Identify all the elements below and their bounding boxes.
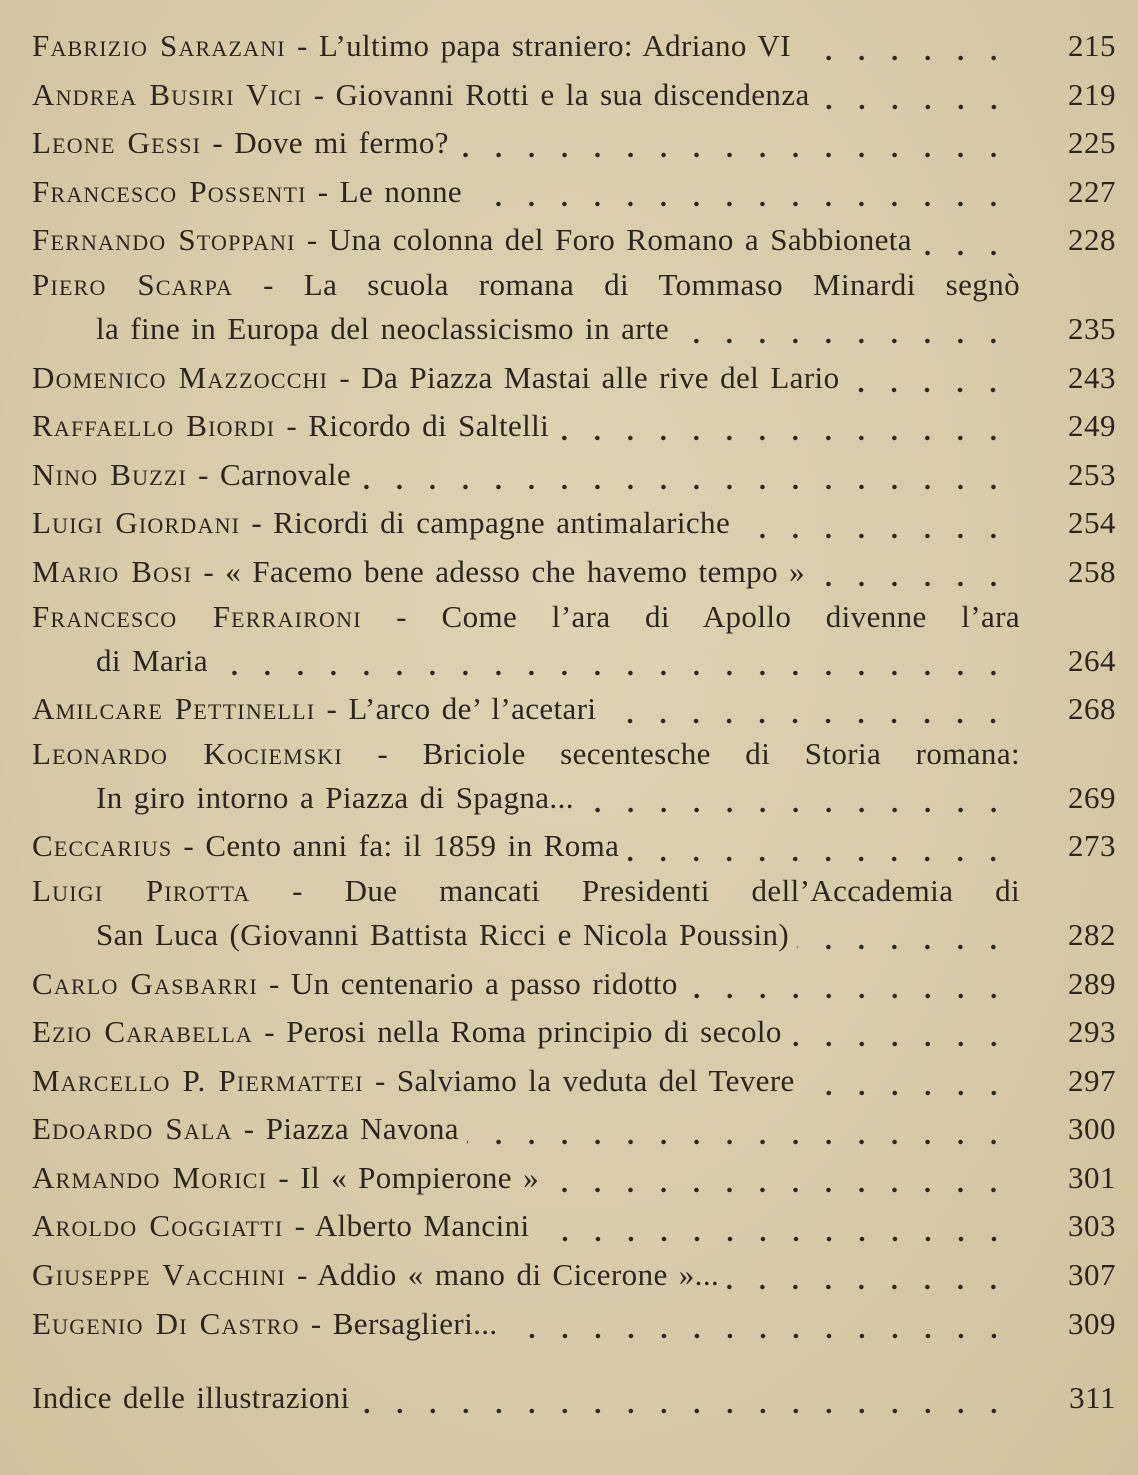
entry-title: Giovanni Rotti e la sua discendenza bbox=[335, 76, 810, 112]
entry-page-number: 254 bbox=[1068, 505, 1116, 541]
entry-title: Piazza Navona bbox=[265, 1111, 459, 1147]
toc-entry-line bbox=[32, 216, 1116, 265]
entry-separator: - bbox=[172, 828, 206, 864]
entry-author: Francesco Possenti bbox=[32, 173, 307, 209]
dot-leader bbox=[547, 1185, 1010, 1195]
entry-page-number: 307 bbox=[1068, 1257, 1116, 1293]
entry-title-continued: San Luca (Giovanni Battista Ricci e Nicola Poussin) bbox=[96, 916, 790, 952]
toc-entry bbox=[32, 548, 1116, 597]
toc-entry-text bbox=[32, 734, 1020, 774]
toc-entry-text bbox=[32, 871, 1020, 911]
dot-leader bbox=[813, 579, 1010, 589]
toc-entry-line bbox=[32, 822, 1116, 871]
entry-author: Amilcare Pettinelli bbox=[32, 691, 316, 727]
toc-entry bbox=[32, 960, 1116, 1009]
toc-entry bbox=[32, 354, 1116, 403]
entry-page-number: 235 bbox=[1068, 310, 1116, 346]
toc-entry-line bbox=[32, 451, 1116, 500]
entry-separator: - bbox=[295, 222, 329, 258]
toc-entry-line bbox=[32, 1374, 1116, 1423]
dot-leader bbox=[467, 1137, 1010, 1147]
toc-entry-text bbox=[32, 168, 462, 217]
dot-leader bbox=[359, 482, 1010, 492]
toc-entry-line bbox=[32, 499, 1116, 548]
entry-separator: - bbox=[187, 456, 221, 492]
entry-separator: - bbox=[233, 266, 304, 302]
toc-entry-line bbox=[32, 1202, 1116, 1251]
entry-separator: - bbox=[302, 76, 336, 112]
entry-author: Fernando Stoppani bbox=[32, 222, 296, 258]
dot-leader bbox=[790, 1039, 1010, 1049]
dot-leader bbox=[803, 1088, 1010, 1098]
entry-author: Mario Bosi bbox=[32, 553, 193, 589]
dot-leader bbox=[818, 102, 1010, 112]
entry-author: Luigi Pirotta bbox=[32, 872, 251, 908]
entry-author: Fabrizio Sarazani bbox=[32, 28, 286, 63]
toc-entry bbox=[32, 871, 1116, 960]
dot-leader bbox=[216, 668, 1010, 678]
dot-leader bbox=[470, 199, 1010, 209]
toc-entry bbox=[32, 1057, 1116, 1106]
toc-entry bbox=[32, 402, 1116, 451]
toc-entry-line bbox=[32, 871, 1116, 911]
entry-title: Due mancati Presidenti dell’Accademia di bbox=[344, 872, 1020, 908]
entry-separator: - bbox=[275, 408, 309, 444]
entry-separator: - bbox=[315, 691, 349, 727]
dot-leader bbox=[604, 716, 1010, 726]
toc-entry bbox=[32, 1154, 1116, 1203]
toc-entry-text bbox=[32, 1057, 795, 1106]
toc-entry bbox=[32, 1008, 1116, 1057]
toc-entry-line-continued bbox=[32, 637, 1116, 686]
entry-page-number: 282 bbox=[1068, 916, 1116, 952]
toc-entry-text bbox=[32, 499, 730, 548]
dot-leader bbox=[799, 53, 1010, 63]
entry-separator: - bbox=[285, 28, 319, 63]
entry-title-continued: la fine in Europa del neoclassicismo in arte bbox=[96, 310, 670, 346]
entry-author: Luigi Giordani bbox=[32, 505, 241, 541]
entry-page-number: 273 bbox=[1068, 828, 1116, 864]
toc-entry bbox=[32, 734, 1116, 823]
entry-title: Una colonna del Foro Romano a Sabbioneta bbox=[328, 222, 912, 258]
entry-page-number: 269 bbox=[1068, 779, 1116, 815]
entry-separator: - bbox=[201, 125, 235, 161]
entry-title: Carnovale bbox=[220, 456, 352, 492]
toc-entry-line bbox=[32, 354, 1116, 403]
entry-author: Giuseppe Vacchini bbox=[32, 1257, 286, 1293]
entry-author: Nino Buzzi bbox=[32, 456, 188, 492]
toc-entry-line bbox=[32, 1300, 1116, 1349]
entry-separator: - bbox=[192, 553, 226, 589]
entry-page-number: 300 bbox=[1068, 1111, 1116, 1147]
entry-page-number: 225 bbox=[1068, 125, 1116, 161]
entry-separator: - bbox=[283, 1208, 315, 1244]
toc-entry bbox=[32, 216, 1116, 265]
toc-entry-line bbox=[32, 548, 1116, 597]
toc-entry bbox=[32, 499, 1116, 548]
entry-title: Ricordi di campagne antimalariche bbox=[273, 505, 731, 541]
entry-page-number: 228 bbox=[1068, 222, 1116, 258]
dot-leader bbox=[797, 942, 1010, 952]
entry-title: Da Piazza Mastai alle rive del Lario bbox=[361, 359, 840, 395]
entry-separator: - bbox=[306, 173, 340, 209]
dot-leader bbox=[538, 1234, 1010, 1244]
index-title: Indice delle illustrazioni bbox=[32, 1380, 350, 1416]
entry-title: Il « Pompierone » bbox=[300, 1159, 540, 1195]
entry-title: Come l’ara di Apollo divenne l’ara bbox=[441, 598, 1020, 634]
toc-entry-line bbox=[32, 265, 1116, 305]
dot-leader bbox=[457, 150, 1010, 160]
toc-entry-text bbox=[32, 71, 810, 120]
entry-title: Perosi nella Roma principio di secolo bbox=[286, 1014, 782, 1050]
entry-author: Edoardo Sala bbox=[32, 1111, 233, 1147]
entry-page-number: 249 bbox=[1068, 408, 1116, 444]
toc-entry bbox=[32, 685, 1116, 734]
toc-entry bbox=[32, 451, 1116, 500]
toc-entry-line-continued bbox=[32, 911, 1116, 960]
entry-author: Eugenio Di Castro bbox=[32, 1305, 300, 1341]
entry-page-number: 215 bbox=[1068, 28, 1116, 63]
entry-separator: - bbox=[328, 359, 362, 395]
entry-title: Alberto Mancini bbox=[314, 1208, 530, 1244]
toc-entry-text bbox=[32, 1154, 539, 1203]
toc-entry-line bbox=[32, 734, 1116, 774]
dot-leader bbox=[557, 433, 1010, 443]
toc-entry-text bbox=[32, 265, 1020, 305]
entry-separator: - bbox=[299, 1305, 333, 1341]
entry-title: Le nonne bbox=[339, 173, 463, 209]
toc-entry-text bbox=[32, 451, 351, 500]
entry-separator: - bbox=[257, 965, 291, 1001]
entry-title: Briciole secentesche di Storia romana: bbox=[422, 735, 1020, 771]
entry-title: L’ultimo papa straniero: Adriano VI bbox=[318, 28, 791, 63]
toc-entry-line bbox=[32, 168, 1116, 217]
dot-leader bbox=[358, 1406, 1010, 1416]
entry-title: L’arco de’ l’acetari bbox=[348, 691, 597, 727]
toc-entry-text bbox=[32, 402, 549, 451]
entry-author: Ezio Carabella bbox=[32, 1014, 254, 1050]
toc-entry bbox=[32, 1202, 1116, 1251]
toc-entry bbox=[32, 822, 1116, 871]
entry-title: Salviamo la veduta del Tevere bbox=[396, 1062, 795, 1098]
entry-separator: - bbox=[361, 598, 442, 634]
entry-page-number: 253 bbox=[1068, 456, 1116, 492]
toc-entry-line bbox=[32, 1105, 1116, 1154]
toc-entry bbox=[32, 1300, 1116, 1349]
toc-entry-line bbox=[32, 71, 1116, 120]
toc-entry bbox=[32, 597, 1116, 686]
dot-leader bbox=[727, 1282, 1010, 1292]
dot-leader bbox=[686, 991, 1010, 1001]
entry-author: Marcello P. Piermattei bbox=[32, 1062, 364, 1098]
toc-entry-index bbox=[32, 1374, 1116, 1423]
entry-page-number: 264 bbox=[1068, 642, 1116, 678]
entry-author: Domenico Mazzocchi bbox=[32, 359, 329, 395]
entry-author: Leone Gessi bbox=[32, 125, 202, 161]
toc-entry-line bbox=[32, 1008, 1116, 1057]
toc-entry-text bbox=[32, 960, 678, 1009]
entry-page-number: 293 bbox=[1068, 1014, 1116, 1050]
entry-title: Dove mi fermo? bbox=[234, 125, 449, 161]
entry-page-number: 297 bbox=[1068, 1062, 1116, 1098]
entry-author: Aroldo Coggiatti bbox=[32, 1208, 284, 1244]
toc-entry-line-continued bbox=[32, 774, 1116, 823]
entry-title: Addio « mano di Cicerone »... bbox=[317, 1257, 720, 1293]
entry-separator: - bbox=[250, 872, 345, 908]
dot-leader bbox=[920, 248, 1010, 258]
entry-title: Bersaglieri... bbox=[332, 1305, 498, 1341]
toc-entry-line bbox=[32, 22, 1116, 71]
entry-page-number: 258 bbox=[1068, 553, 1116, 589]
entry-page-number: 289 bbox=[1068, 965, 1116, 1001]
toc-entry-text bbox=[32, 1202, 530, 1251]
toc-entry-text bbox=[32, 548, 805, 597]
entry-page-number: 219 bbox=[1068, 76, 1116, 112]
entry-separator: - bbox=[232, 1111, 266, 1147]
entry-title: « Facemo bene adesso che havemo tempo » bbox=[225, 553, 806, 589]
entry-page-number: 243 bbox=[1068, 359, 1116, 395]
entry-separator: - bbox=[240, 505, 274, 541]
entry-author: Leonardo Kociemski bbox=[32, 735, 343, 771]
entry-author: Piero Scarpa bbox=[32, 266, 234, 302]
toc-entry-line bbox=[32, 1057, 1116, 1106]
entry-author: Ceccarius bbox=[32, 828, 173, 864]
toc-entry-text bbox=[32, 354, 839, 403]
toc-entry-text bbox=[32, 597, 1020, 637]
dot-leader bbox=[847, 385, 1010, 395]
entry-page-number: 227 bbox=[1068, 173, 1116, 209]
toc-entry bbox=[32, 22, 1116, 71]
toc-entry-text bbox=[32, 685, 596, 734]
entry-separator: - bbox=[267, 1159, 301, 1195]
toc-entry-text bbox=[32, 22, 791, 71]
toc-entry-line bbox=[32, 960, 1116, 1009]
toc-entry-text bbox=[32, 1251, 719, 1300]
entry-author: Armando Morici bbox=[32, 1159, 268, 1195]
entry-author: Andrea Busiri Vici bbox=[32, 76, 303, 112]
toc-entry-text bbox=[32, 1300, 498, 1349]
toc-entry-text bbox=[32, 119, 449, 168]
toc-entry-line bbox=[32, 1251, 1116, 1300]
toc-entry bbox=[32, 168, 1116, 217]
toc-entry bbox=[32, 1105, 1116, 1154]
toc-entry-line bbox=[32, 597, 1116, 637]
toc-entry-line bbox=[32, 1154, 1116, 1203]
entry-separator: - bbox=[363, 1062, 397, 1098]
toc-entry bbox=[32, 265, 1116, 354]
entry-separator: - bbox=[253, 1014, 287, 1050]
table-of-contents bbox=[32, 22, 1116, 1423]
entry-page-number: 268 bbox=[1068, 691, 1116, 727]
dot-leader bbox=[738, 531, 1010, 541]
toc-entry-text bbox=[32, 822, 619, 871]
toc-entry bbox=[32, 119, 1116, 168]
toc-entry-text bbox=[32, 1008, 782, 1057]
dot-leader bbox=[627, 854, 1010, 864]
toc-entry-line bbox=[32, 119, 1116, 168]
dot-leader bbox=[677, 336, 1010, 346]
entry-author: Francesco Ferraironi bbox=[32, 598, 362, 634]
dot-leader bbox=[582, 805, 1010, 815]
entry-title: Cento anni fa: il 1859 in Roma bbox=[205, 828, 620, 864]
toc-entry-line bbox=[32, 402, 1116, 451]
entry-page-number: 309 bbox=[1068, 1305, 1116, 1341]
toc-entry-text bbox=[32, 216, 912, 265]
entry-title: Un centenario a passo ridotto bbox=[290, 965, 678, 1001]
dot-leader bbox=[506, 1331, 1010, 1341]
toc-entry bbox=[32, 71, 1116, 120]
entry-page-number: 301 bbox=[1068, 1159, 1116, 1195]
entry-title-continued: In giro intorno a Piazza di Spagna... bbox=[96, 779, 574, 815]
toc-entry-line-continued bbox=[32, 305, 1116, 354]
index-page-number: 311 bbox=[1069, 1380, 1116, 1416]
entry-author: Raffaello Biordi bbox=[32, 408, 276, 444]
entry-separator: - bbox=[342, 735, 423, 771]
entry-title: Ricordo di Saltelli bbox=[308, 408, 550, 444]
entry-separator: - bbox=[285, 1257, 318, 1293]
toc-entry-line bbox=[32, 685, 1116, 734]
toc-entry-text bbox=[32, 1105, 459, 1154]
entry-author: Carlo Gasbarri bbox=[32, 965, 258, 1001]
toc-entry bbox=[32, 1251, 1116, 1300]
entry-title: La scuola romana di Tommaso Minardi segnò bbox=[303, 266, 1020, 302]
entry-page-number: 303 bbox=[1068, 1208, 1116, 1244]
entry-title-continued: di Maria bbox=[96, 642, 209, 678]
